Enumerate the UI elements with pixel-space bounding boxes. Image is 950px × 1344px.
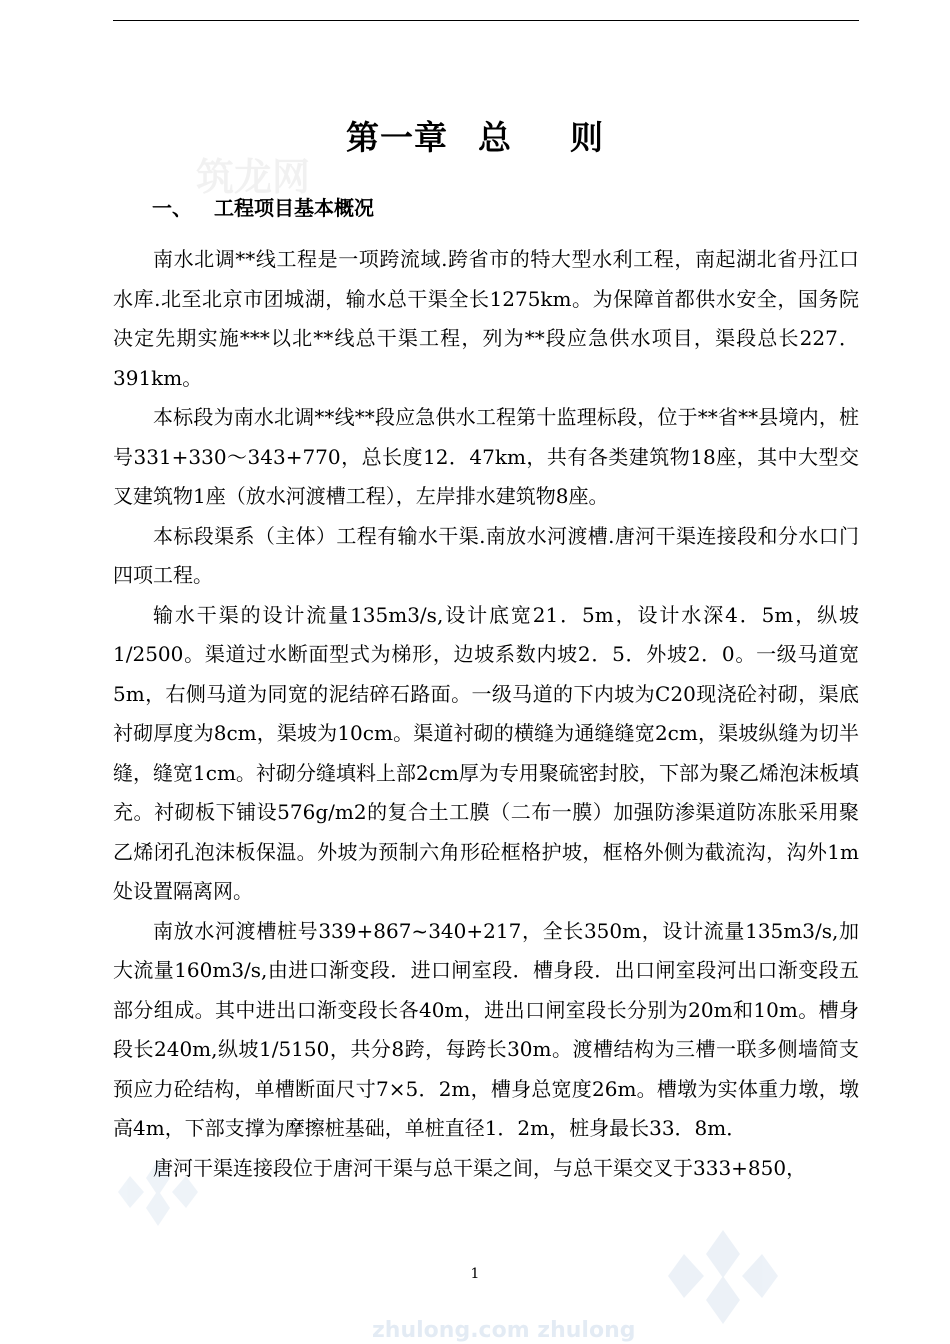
section-heading-text: 工程项目基本概况	[214, 196, 374, 220]
document-body	[113, 240, 859, 1188]
watermark-text-top: 筑龙网	[196, 154, 311, 199]
paragraph-3: 本标段渠系（主体）工程有输水干渠.南放水河渡槽.唐河干渠连接段和分水口门四项工程。	[113, 523, 859, 587]
chapter-title	[0, 112, 950, 159]
paragraph-1: 南水北调**线工程是一项跨流域.跨省市的特大型水利工程，南起湖北省丹江口水库.北至北京市团城湖，输水总干渠全长1275km。为保障首都供水安全，国务院决定先期实施***以北**线总干渠工程，列为**段应急供水项目，渠段总长227．391km。	[113, 247, 859, 390]
header-rule	[113, 20, 859, 21]
paragraph-6: 唐河干渠连接段位于唐河干渠与总干渠之间，与总干渠交叉于333+850，	[153, 1155, 807, 1180]
paragraph-4: 输水干渠的设计流量135m3/s,设计底宽21．5m，设计水深4．5m，纵坡1/2500。渠道过水断面型式为梯形，边坡系数内坡2．5．外坡2．0。一级马道宽5m，右侧马道为同宽的泥结碎石路面。一级马道的下内坡为C20现浇砼衬砌，渠底衬砌厚度为8cm，渠坡为10cm。渠道衬砌的横缝为通缝缝宽2cm，渠坡纵缝为切半缝，缝宽1cm。衬砌分缝填料上部2cm厚为专用聚硫密封胶，下部为聚乙烯泡沫板填充。衬砌板下铺设576g/m2的复合土工膜（二布一膜）加强防渗渠道防冻胀采用聚乙烯闭孔泡沫板保温。外坡为预制六角形砼框格护坡，框格外侧为截流沟，沟外1m处设置隔离网。	[113, 602, 859, 903]
chapter-title-word-2: 则	[570, 118, 604, 157]
chapter-title-word-1: 总	[478, 118, 512, 157]
watermark-text-bottom: zhulong.com zhulong	[372, 1318, 636, 1343]
paragraph-5: 南放水河渡槽桩号339+867~340+217，全长350m，设计流量135m3/s,加大流量160m3/s,由进口渐变段．进口闸室段．槽身段．出口闸室段河出口渐变段五部分组成。其中进出口渐变段长各40m，进出口闸室段长分别为20m和10m。槽身段长240m,纵坡1/5150，共分8跨，每跨长30m。渡槽结构为三槽一联多侧墙简支预应力砼结构，单槽断面尺寸7×5．2m，槽身总宽度26m。槽墩为实体重力墩，墩高4m，下部支撑为摩擦桩基础，单桩直径1．2m，桩身最长33．8m．	[113, 918, 859, 1140]
chapter-title-number: 第一章	[346, 118, 448, 157]
section-number: 一、	[152, 196, 192, 220]
paragraph-2: 本标段为南水北调**线**段应急供水工程第十监理标段，位于**省**县境内，桩号331+330～343+770，总长度12．47km，共有各类建筑物18座，其中大型交叉建筑物1座（放水河渡槽工程），左岸排水建筑物8座。	[113, 405, 859, 508]
page-number: 1	[470, 1266, 480, 1282]
section-heading	[152, 194, 374, 222]
